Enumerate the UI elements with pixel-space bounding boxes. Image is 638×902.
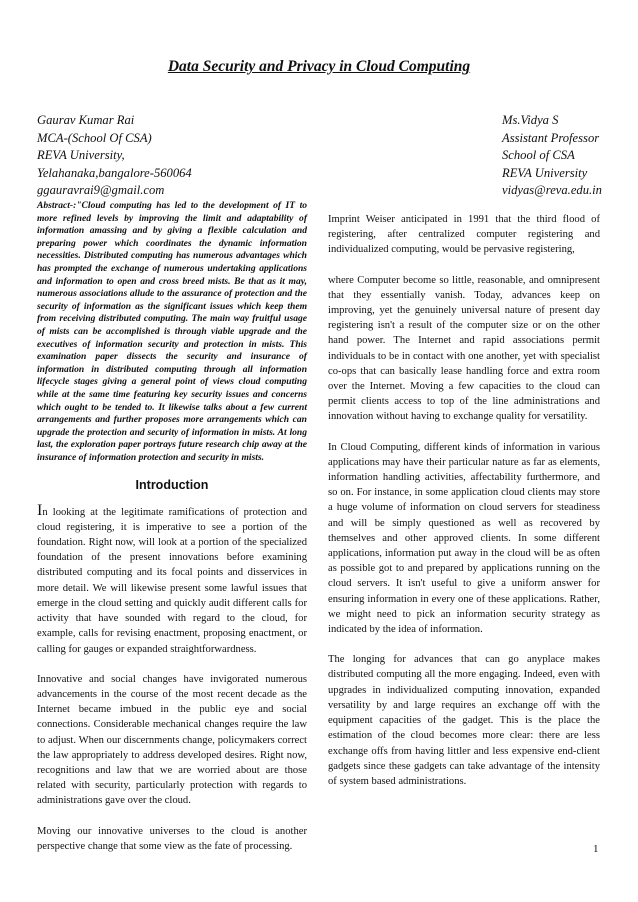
author-block-right [502, 112, 602, 200]
author-block-left [37, 112, 192, 200]
author-affiliation: MCA-(School Of CSA) [37, 130, 152, 145]
intro-paragraph-2: Innovative and social changes have invigorated numerous advancements in the course of the most recent decade as the Internet became imbued in the public eye and social connections. Considerable mechanical changes require the law to adjust. When our discernments change, policymakers correct the law appropriately to address developed desires. Right now, recognitions and law that we are worried about are those related with security, particularly protection with regards to administrations gave over the cloud. [37, 673, 307, 807]
paper-title: Data Security and Privacy in Cloud Computing [167, 58, 471, 75]
author-name: Gaurav Kumar Rai [37, 113, 135, 127]
right-paragraph-3: In Cloud Computing, different kinds of information in various applications may have their particular nature as far as elements, information handling activities, affectability furthermore, and so on. For instance, in some application cloud clients may store a huge volume of information on cloud servers for steadiness and will be simply questioned as well as recovered by themselves and other approved clients. In some different applications, information put away in the cloud will be as often as possible got to and prepared by applications running on the cloud servers. It isn't useful to give a uniform answer for ensuring information in every one of these applications. Rather, we might need to pick an information security strategy as indicated by the idea of information. [328, 441, 600, 636]
author-email: vidyas@reva.edu.in [502, 183, 602, 198]
author-institution: REVA University, [37, 148, 125, 163]
left-column [37, 200, 307, 869]
intro-paragraph-3: Moving our innovative universes to the cloud is another perspective change that some view as the fate of processing. [37, 825, 307, 852]
author-title: Assistant Professor [502, 130, 600, 145]
right-paragraph-1: Imprint Weiser anticipated in 1991 that the third flood of registering, after centralized computer registering and individualized computing, would be pervasive registering, [328, 214, 600, 256]
right-paragraph-2: where Computer become so little, reasonable, and omnipresent that they essentially vanish. Today, advances keep on improving, yet the genuinely universal nature of present day registering isn't a result of the computer size or on the other hand power. The Internet and rapid associations permit individuals to be in contact with one another, yet with specialist co-ops that can basically lease handling force and extra room over the Internet. Moving a few capacities to the cloud can permit clients access to top of the line administrations and innovation without having to exchange quality for versatility. [328, 274, 600, 423]
drop-cap: I [37, 501, 43, 519]
abstract: Abstract-:"Cloud computing has led to the development of IT to more refined levels by improving the limit and adaptability of information amassing and by giving a flexible calculation and preparing power which coordinates the dynamic information necessities. Distributed computing has numerous advantages which has prompted the exchange of numerous undertaking applications and information to open and cross breed mists. Be that as it may, numerous associations allude to the assurance of protection and the security of information as the significant issues which keep them from receiving distributed computing. The main way fruitful usage of mists can be accomplished is through viable upgrade and the executives of information security and protection in mists. This examination paper dissects the security and insurance of information in distributed computing through all information lifecycle stages giving a general point of views cloud computing while at the same time featuring key security issues and concerns which ought to be tended to. It likewise talks about a few current arrangements and further proposes more arrangements which can upgrade the protection and security of information in mists. At long last, the exploration paper portrays future research chip away at the insurance of information protection and security in mists. [37, 200, 307, 463]
author-email: ggauravrai9@gmail.com [37, 183, 165, 198]
author-institution: REVA University [502, 165, 588, 180]
author-address: Yelahanaka,bangalore-560064 [37, 165, 192, 180]
author-name: Ms.Vidya S [502, 113, 559, 127]
introduction-heading: Introduction [135, 478, 209, 493]
intro-paragraph-1 [37, 501, 307, 657]
page-number: 1 [593, 843, 599, 855]
right-column [328, 212, 600, 804]
intro-paragraph-1-text: n looking at the legitimate ramifications of protection and cloud registering, it is imperative to see a portion of the foundation. Right now, will look at a portion of the specialized foundation of the present innovations before examining distributed computing and its focal points and disservices in more detail. We will likewise present some lawful issues that emerge in the cloud setting and quickly audit different calls for activity that have sounded with regard to the cloud, for example, calls for revising enactment, proposing enactment, or calling for gauges or expanded straightforwardness. [37, 506, 307, 655]
author-school: School of CSA [502, 148, 575, 163]
right-paragraph-4: The longing for advances that can go anyplace makes distributed computing all the more engaging. Indeed, even with upgrades in individualized computing innovation, expanded versatility by and large requires an exchange off with the equipment capacities of the gadget. This is the place the estimation of the cloud becomes more clear: there are less exchange offs from having littler and less expensive end-client gadgets since these gadgets can take advantage of the intensity of system based administrations. [328, 654, 600, 787]
